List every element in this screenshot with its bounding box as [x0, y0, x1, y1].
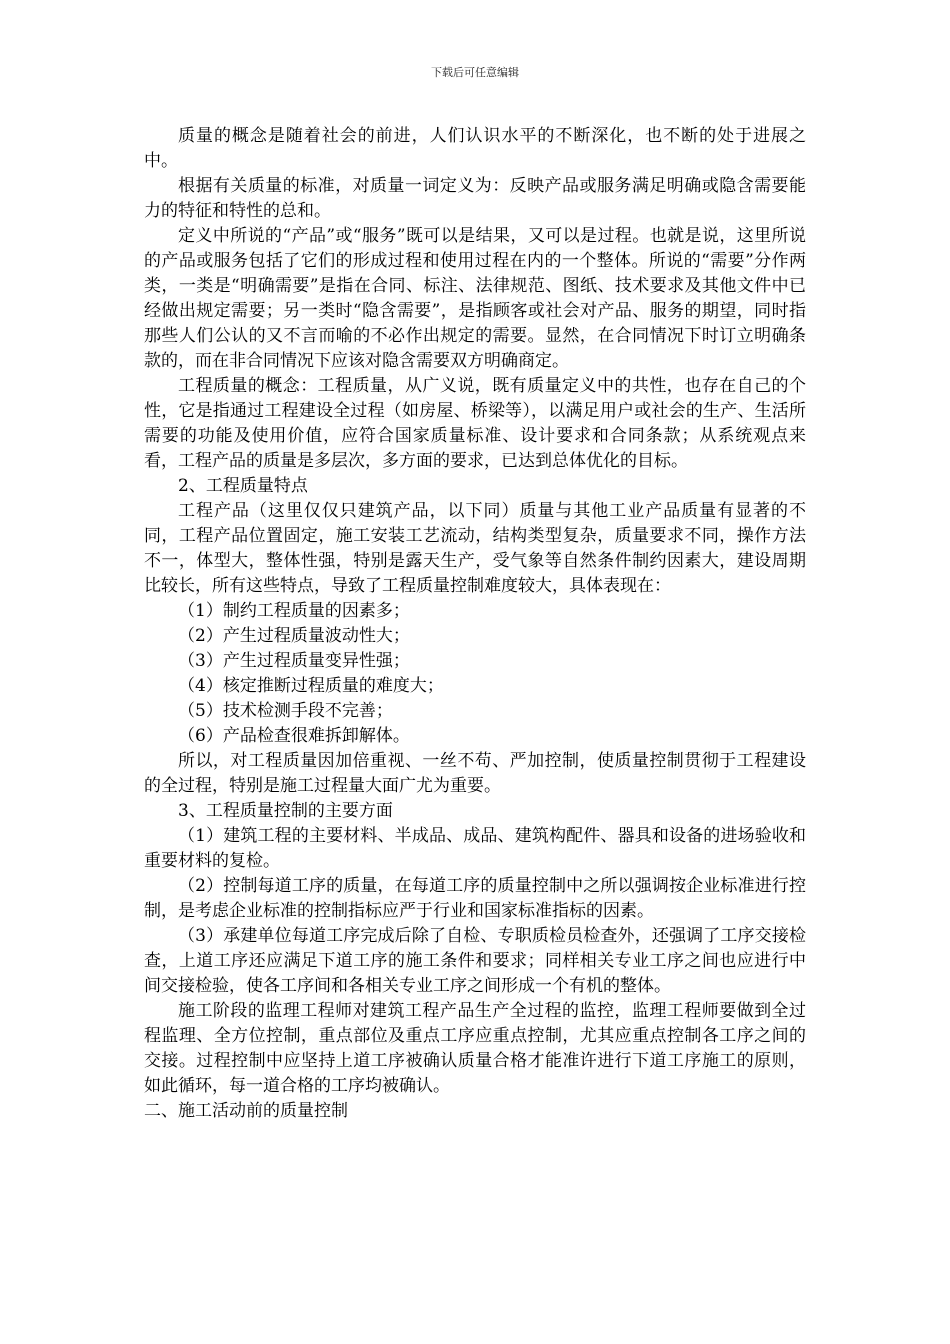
paragraph-definition-explanation: 定义中所说的“产品”或“服务”既可以是结果，又可以是过程。也就是说，这里所说的产品或服务包括了它们的形成过程和使用过程在内的一个整体。所说的“需要”分作两类，一类是“明确需要”是指在合同、标注、法律规范、图纸、技术要求及其他文件中已经做出规定需要；另一类时“隐含需要”，是指顾客或社会对产品、服务的期望，同时指那些人们公认的又不言而喻的不必作出规定的需要。显然，在合同情况下时订立明确条款的，而在非合同情况下应该对隐含需要双方明确商定。 — [144, 226, 806, 371]
paragraph-quality-definition: 根据有关质量的标准，对质量一词定义为：反映产品或服务满足明确或隐含需要能力的特征和特性的总和。 — [144, 176, 806, 221]
paragraph-quality-concept: 质量的概念是随着社会的前进，人们认识水平的不断深化，也不断的处于进展之中。 — [144, 126, 806, 171]
control-item-3: （3）承建单位每道工序完成后除了自检、专职质检员检查外，还强调了工序交接检查，上道工序还应满足下道工序的施工条件和要求；同样相关专业工序之间也应进行中间交接检验，使各工序间和各相关专业工序之间形成一个有机的整体。 — [144, 926, 806, 996]
section-heading-pre-construction: 二、施工活动前的质量控制 — [144, 1101, 348, 1121]
page-header: 下载后可任意编辑 — [431, 66, 519, 79]
list-item-1: （1）制约工程质量的因素多； — [178, 601, 410, 621]
section-heading-control-aspects: 3、工程质量控制的主要方面 — [178, 801, 393, 821]
list-item-5: （5）技术检测手段不完善； — [178, 701, 393, 721]
list-item-3: （3）产生过程质量变异性强； — [178, 651, 410, 671]
paragraph-engineering-quality-concept: 工程质量的概念：工程质量，从广义说，既有质量定义中的共性，也存在自己的个性，它是指通过工程建设全过程（如房屋、桥梁等），以满足用户或社会的生产、生活所需要的功能及使用价值，应符合国家质量标准、设计要求和合同条款；从系统观点来看，工程产品的质量是多层次，多方面的要求，已达到总体优化的目标。 — [144, 376, 806, 471]
control-item-2: （2）控制每道工序的质量，在每道工序的质量控制中之所以强调按企业标准进行控制，是考虑企业标准的控制指标应严于行业和国家标准指标的因素。 — [144, 876, 806, 921]
section-heading-quality-features: 2、工程质量特点 — [178, 476, 308, 496]
list-item-2: （2）产生过程质量波动性大； — [178, 626, 410, 646]
document-body — [144, 124, 806, 1124]
paragraph-quality-features: 工程产品（这里仅仅只建筑产品，以下同）质量与其他工业产品质量有显著的不同，工程产品位置固定，施工安装工艺流动，结构类型复杂，质量要求不同，操作方法不一，体型大，整体性强，特别是露天生产，受气象等自然条件制约因素大，建设周期比较长，所有这些特点，导致了工程质量控制难度较大，具体表现在： — [144, 501, 806, 596]
paragraph-conclusion: 所以，对工程质量因加倍重视、一丝不苟、严加控制，使质量控制贯彻于工程建设的全过程，特别是施工过程量大面广尤为重要。 — [144, 751, 806, 796]
list-item-4: （4）核定推断过程质量的难度大； — [178, 676, 444, 696]
control-item-1: （1）建筑工程的主要材料、半成品、成品、建筑构配件、器具和设备的进场验收和重要材料的复检。 — [144, 826, 806, 871]
list-item-6: （6）产品检查很难拆卸解体。 — [178, 726, 410, 746]
paragraph-supervision: 施工阶段的监理工程师对建筑工程产品生产全过程的监控，监理工程师要做到全过程监理、全方位控制，重点部位及重点工序应重点控制，尤其应重点控制各工序之间的交接。过程控制中应坚持上道工序被确认质量合格才能准许进行下道工序施工的原则，如此循环，每一道合格的工序均被确认。 — [144, 1001, 806, 1096]
